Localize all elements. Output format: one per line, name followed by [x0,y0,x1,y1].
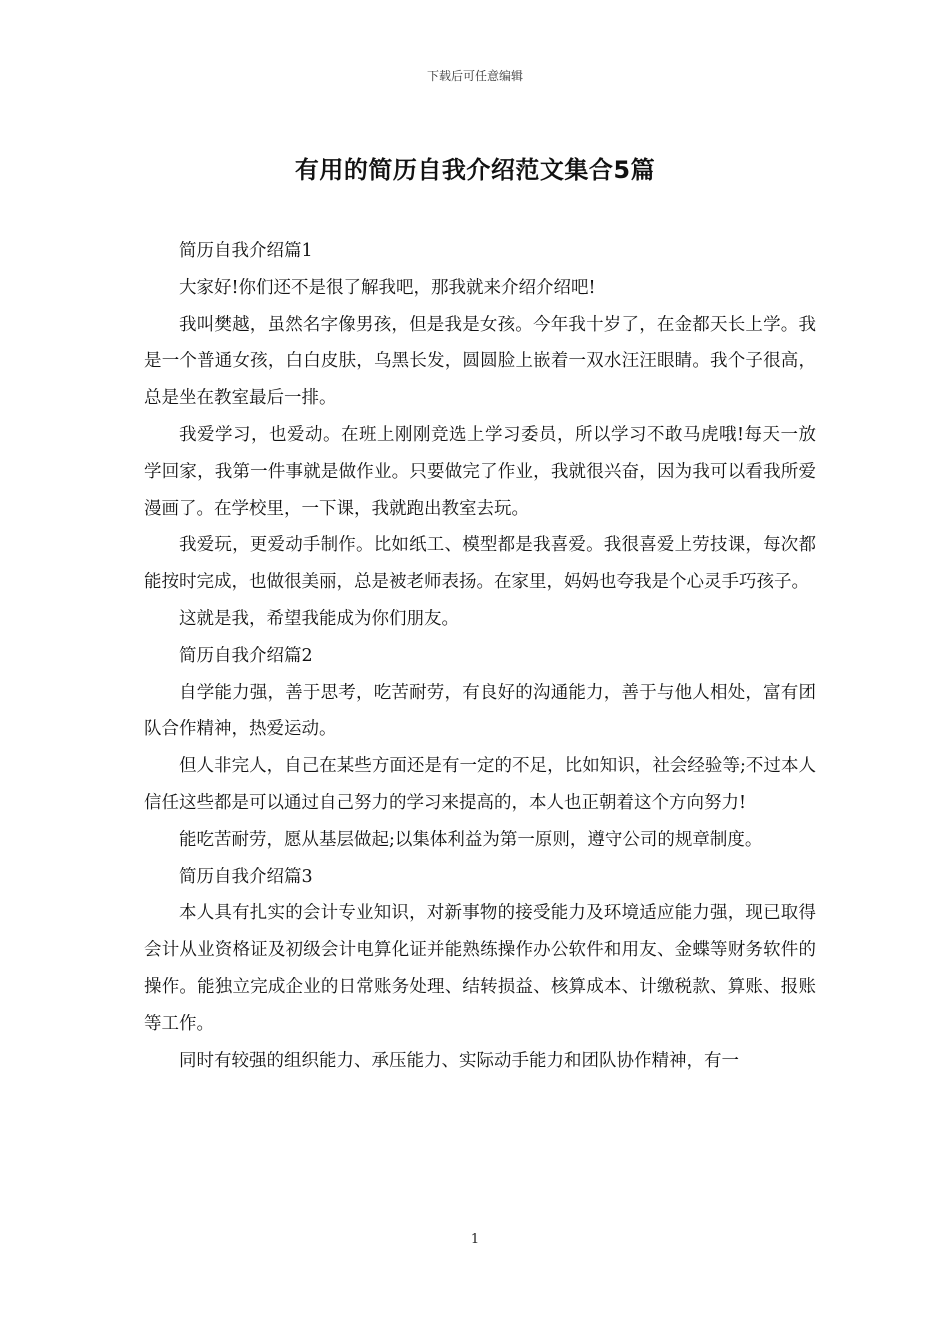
section-heading-3: 简历自我介绍篇3 [179,866,313,887]
paragraph: 我爱学习，也爱动。在班上刚刚竞选上学习委员，所以学习不敢马虎哦!每天一放学回家，我第一件事就是做作业。只要做完了作业，我就很兴奋，因为我可以看我所爱漫画了。在学校里，一下课，我就跑出教室去玩。 [144,424,816,519]
paragraph: 本人具有扎实的会计专业知识，对新事物的接受能力及环境适应能力强，现已取得会计从业资格证及初级会计电算化证并能熟练操作办公软件和用友、金蝶等财务软件的操作。能独立完成企业的日常账务处理、结转损益、核算成本、计缴税款、算账、报账等工作。 [144,903,816,1034]
paragraph: 能吃苦耐劳，愿从基层做起;以集体利益为第一原则，遵守公司的规章制度。 [179,829,763,850]
document-body [144,233,816,1079]
section-heading-2: 简历自我介绍篇2 [179,645,313,666]
section-heading-1: 简历自我介绍篇1 [179,241,313,261]
paragraph: 我叫樊越，虽然名字像男孩，但是我是女孩。今年我十岁了，在金都天长上学。我是一个普通女孩，白白皮肤，乌黑长发，圆圆脸上嵌着一双水汪汪眼睛。我个子很高，总是坐在教室最后一排。 [144,314,816,409]
paragraph: 大家好!你们还不是很了解我吧，那我就来介绍介绍吧! [179,277,596,298]
paragraph: 这就是我，希望我能成为你们朋友。 [179,608,459,629]
paragraph: 但人非完人，自己在某些方面还是有一定的不足，比如知识，社会经验等;不过本人信任这些都是可以通过自己努力的学习来提高的，本人也正朝着这个方向努力! [144,756,816,813]
page-title: 有用的简历自我介绍范文集合5篇 [294,156,656,184]
page-number: 1 [470,1232,480,1247]
paragraph: 自学能力强，善于思考，吃苦耐劳，有良好的沟通能力，善于与他人相处，富有团队合作精神，热爱运动。 [144,682,816,740]
paragraph: 同时有较强的组织能力、承压能力、实际动手能力和团队协作精神，有一 [179,1050,739,1071]
paragraph: 我爱玩，更爱动手制作。比如纸工、模型都是我喜爱。我很喜爱上劳技课，每次都能按时完成，也做很美丽，总是被老师表扬。在家里，妈妈也夸我是个心灵手巧孩子。 [144,535,816,593]
header-note: 下载后可任意编辑 [426,69,523,83]
